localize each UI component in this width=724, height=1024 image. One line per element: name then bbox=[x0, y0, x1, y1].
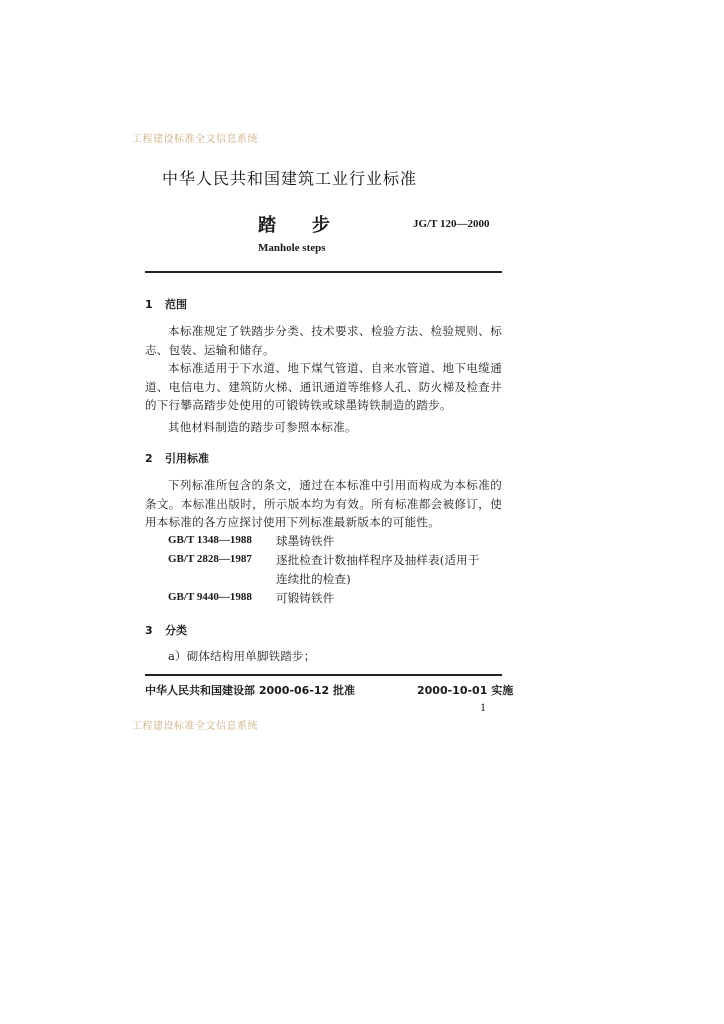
section-1-paragraph: 其他材料制造的踏步可参照本标准。 bbox=[168, 420, 357, 434]
section-2-intro: 下列标准所包含的条文，通过在本标准中引用而构成为本标准的条文。本标准出版时，所示版本均为有效。所有标准都会被修订，使用本标准的各方应探讨使用下列标准最新版本的可能性。 bbox=[145, 478, 502, 529]
ref-title-continued: 连续批的检查) bbox=[276, 572, 351, 586]
standard-title: 踏 步 bbox=[258, 215, 330, 236]
ref-title: 逐批检查计数抽样程序及抽样表(适用于 bbox=[276, 553, 480, 567]
ref-code: GB/T 1348—1988 bbox=[168, 534, 252, 546]
section-1-paragraph: 本标准适用于下水道、地下煤气管道、自来水管道、地下电缆通道、电信电力、建筑防火梯、通讯通道等维修人孔、防火梯及检查井的下行攀高踏步处使用的可锻铸铁或球墨铸铁制造的踏步。 bbox=[145, 361, 502, 412]
standard-subtitle-en: Manhole steps bbox=[258, 242, 326, 254]
section-number: 1 bbox=[145, 298, 153, 311]
ref-title: 可锻铸铁件 bbox=[276, 591, 335, 605]
approval-date: 中华人民共和国建设部 2000-06-12 批准 bbox=[145, 684, 356, 697]
list-item-a: a）砌体结构用单脚铁踏步； bbox=[168, 649, 316, 663]
watermark-top: 工程建设标准全文信息系统 bbox=[132, 134, 258, 145]
section-number: 3 bbox=[145, 624, 153, 637]
ref-code: GB/T 2828—1987 bbox=[168, 553, 252, 565]
effective-date: 2000-10-01 实施 bbox=[417, 684, 514, 697]
header-divider bbox=[145, 271, 502, 273]
section-2-heading bbox=[145, 450, 209, 466]
ref-code: GB/T 9440—1988 bbox=[168, 591, 252, 603]
section-1-heading bbox=[145, 296, 187, 312]
section-3-heading bbox=[145, 622, 187, 638]
section-title: 引用标准 bbox=[165, 452, 209, 465]
section-title: 范围 bbox=[165, 298, 187, 311]
section-number: 2 bbox=[145, 452, 153, 465]
standard-code: JG/T 120—2000 bbox=[413, 218, 490, 230]
section-1-paragraph: 本标准规定了铁踏步分类、技术要求、检验方法、检验规则、标志、包装、运输和储存。 bbox=[145, 324, 502, 357]
watermark-bottom: 工程建设标准全文信息系统 bbox=[132, 721, 258, 732]
section-title: 分类 bbox=[165, 624, 187, 637]
issuing-organization: 中华人民共和国建筑工业行业标准 bbox=[162, 169, 418, 188]
page-number: 1 bbox=[480, 700, 486, 714]
footer-divider bbox=[145, 674, 502, 676]
ref-title: 球墨铸铁件 bbox=[276, 534, 335, 548]
